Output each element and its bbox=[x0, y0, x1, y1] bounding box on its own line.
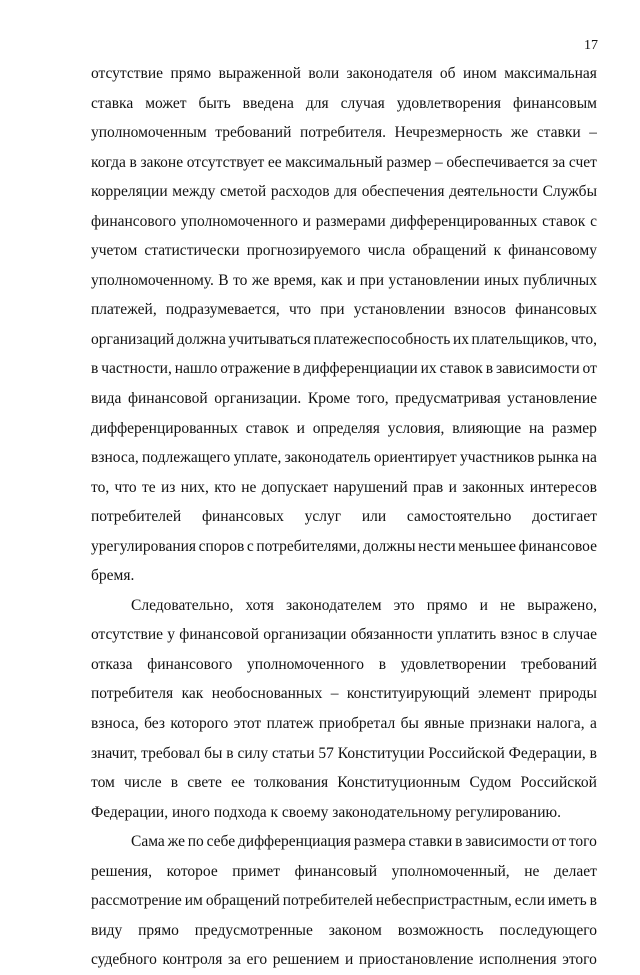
text-word: контроля bbox=[162, 951, 223, 969]
text-word: – bbox=[434, 153, 443, 171]
text-word: и bbox=[479, 596, 488, 614]
text-word: кто bbox=[214, 478, 236, 496]
text-word: делает bbox=[553, 862, 597, 880]
text-word: судебного bbox=[91, 951, 157, 969]
text-word: между bbox=[172, 183, 216, 201]
text-word: услуг bbox=[304, 508, 342, 526]
text-word: те bbox=[141, 478, 156, 496]
text-word: решения, bbox=[91, 862, 153, 880]
text-word: определяя bbox=[312, 419, 380, 437]
text-word: отсутствие bbox=[91, 65, 164, 82]
text-line bbox=[91, 857, 597, 887]
text-word: в bbox=[226, 744, 234, 762]
text-word: в bbox=[589, 744, 597, 762]
text-word: с bbox=[246, 537, 254, 555]
text-word: уплате, bbox=[233, 449, 282, 467]
text-word: Сама bbox=[131, 833, 165, 851]
text-word: если bbox=[514, 892, 545, 910]
text-word: нарушений bbox=[333, 478, 408, 496]
text-word: не bbox=[524, 862, 540, 880]
text-word: влияющие bbox=[452, 419, 522, 437]
text-line bbox=[91, 709, 597, 739]
text-word: уполномоченного bbox=[247, 655, 365, 673]
text-word: законных bbox=[462, 478, 525, 496]
text-line bbox=[91, 679, 597, 709]
text-word: уполномоченному. bbox=[91, 271, 214, 289]
text-word: для bbox=[334, 183, 358, 201]
text-word: Конституционным bbox=[337, 774, 461, 792]
text-word: обязанности bbox=[350, 626, 433, 644]
text-word: признаки bbox=[469, 715, 532, 733]
text-word: для bbox=[305, 94, 329, 112]
text-word: 57 bbox=[318, 744, 334, 762]
text-word: а bbox=[589, 715, 597, 733]
text-word: же bbox=[167, 833, 185, 851]
text-word: уполномоченный, bbox=[391, 862, 510, 880]
text-word: обращений bbox=[412, 242, 487, 260]
text-word: платежеспособность bbox=[313, 330, 451, 348]
text-word: то, bbox=[91, 478, 110, 496]
text-word: в bbox=[541, 626, 549, 644]
text-word: уплатить bbox=[437, 626, 497, 644]
text-word: за bbox=[552, 153, 566, 171]
text-word: финансового bbox=[147, 655, 233, 673]
text-word: взносов bbox=[454, 301, 506, 319]
text-word: потребителя bbox=[91, 685, 174, 703]
text-word: этот bbox=[233, 715, 262, 733]
text-word: обращений bbox=[205, 892, 280, 910]
text-line bbox=[91, 443, 597, 473]
text-word: споров bbox=[198, 537, 245, 555]
text-word: ставок bbox=[439, 360, 483, 378]
text-word: потребителей bbox=[91, 508, 182, 526]
text-word: финансовых bbox=[201, 508, 284, 526]
text-word: дифференциация bbox=[237, 833, 352, 851]
text-word: на bbox=[528, 419, 545, 437]
text-word: их bbox=[452, 330, 469, 348]
text-word: ее bbox=[267, 153, 282, 171]
text-word: ставки bbox=[408, 833, 453, 851]
text-word: конституирующий bbox=[346, 685, 470, 703]
text-line bbox=[91, 650, 597, 680]
text-word: прямо bbox=[170, 65, 212, 82]
text-word: возможность bbox=[397, 921, 484, 939]
text-word: сметой bbox=[220, 183, 267, 201]
text-word: ставок bbox=[245, 419, 289, 437]
text-word: ориентирует bbox=[373, 449, 457, 467]
text-word: уполномоченного bbox=[180, 212, 298, 230]
text-word: явные bbox=[424, 715, 465, 733]
text-line bbox=[91, 768, 597, 798]
text-line bbox=[91, 89, 597, 119]
text-word: того bbox=[568, 833, 597, 851]
text-word: взноса, bbox=[91, 449, 139, 467]
text-word: в bbox=[170, 774, 179, 792]
text-word: ее bbox=[231, 774, 245, 792]
text-word: когда bbox=[91, 153, 126, 171]
text-word: это bbox=[393, 596, 415, 614]
text-word: случая bbox=[340, 94, 385, 112]
text-word: размера bbox=[353, 833, 406, 851]
text-word: Службы bbox=[542, 183, 597, 201]
text-word: предусматривая bbox=[395, 390, 501, 408]
text-word: в bbox=[455, 833, 463, 851]
text-word: должны bbox=[363, 537, 416, 555]
text-word: платеж bbox=[266, 715, 314, 733]
text-word: что, bbox=[571, 330, 597, 348]
text-word: значит, bbox=[91, 744, 138, 762]
text-word: им bbox=[184, 892, 203, 910]
text-word: подразумевается, bbox=[165, 301, 280, 319]
text-word: уполномоченным bbox=[91, 124, 207, 142]
text-line bbox=[91, 414, 597, 444]
text-line bbox=[91, 473, 597, 503]
text-word: приостановление bbox=[358, 951, 474, 969]
text-word: в bbox=[485, 360, 494, 378]
text-word: силу bbox=[237, 744, 269, 762]
text-word: том bbox=[91, 774, 115, 792]
text-line bbox=[91, 384, 597, 414]
text-word: удовлетворения bbox=[396, 94, 501, 112]
text-word: рассмотрение bbox=[91, 892, 182, 910]
text-word: законе bbox=[140, 153, 184, 171]
text-word: в bbox=[129, 153, 137, 171]
text-line bbox=[91, 295, 597, 325]
text-word: же bbox=[251, 271, 270, 289]
text-word: платежей, bbox=[91, 301, 157, 319]
text-line bbox=[91, 886, 597, 916]
text-word: бы bbox=[204, 744, 223, 762]
text-word: последующего bbox=[499, 921, 597, 939]
text-word: счет bbox=[568, 153, 597, 171]
text-word: примет bbox=[232, 862, 281, 880]
text-word: дифференциации bbox=[303, 360, 418, 378]
text-line bbox=[91, 118, 597, 148]
text-word: или bbox=[361, 508, 387, 526]
text-word: статистически bbox=[144, 242, 240, 260]
text-line bbox=[91, 207, 597, 237]
text-word: участников bbox=[460, 449, 535, 467]
text-word: требований bbox=[215, 124, 292, 142]
text-word: размерами bbox=[315, 212, 386, 230]
text-word: удовлетворении bbox=[400, 655, 507, 673]
text-line bbox=[91, 916, 597, 946]
text-word: взнос bbox=[500, 626, 538, 644]
text-word: учитываться bbox=[228, 330, 311, 348]
text-word: максимальная bbox=[504, 65, 597, 82]
text-word: отсутствует bbox=[186, 153, 265, 171]
text-word: на bbox=[581, 449, 597, 467]
text-line: Федерации, иного подхода к своему законодательному регулированию. bbox=[91, 803, 561, 821]
text-word: и bbox=[302, 212, 311, 230]
text-word: условия, bbox=[387, 419, 445, 437]
text-word: приобретал bbox=[318, 715, 396, 733]
text-word: решением bbox=[272, 951, 340, 969]
text-word: обеспечения bbox=[361, 183, 445, 201]
text-word: меньшее bbox=[458, 537, 516, 555]
text-word: и bbox=[296, 419, 305, 437]
text-word: что bbox=[288, 301, 312, 319]
text-word: хотя bbox=[245, 596, 274, 614]
text-word: за bbox=[227, 951, 241, 969]
text-word: установлении bbox=[388, 271, 480, 289]
document-body bbox=[91, 59, 597, 975]
text-word: его bbox=[246, 951, 268, 969]
text-word: размер bbox=[551, 419, 597, 437]
text-word: не bbox=[241, 478, 257, 496]
text-word: потребителей bbox=[282, 892, 373, 910]
text-word: в bbox=[293, 360, 301, 378]
text-word: числа bbox=[367, 242, 406, 260]
text-word: подлежащего bbox=[142, 449, 231, 467]
text-word: толкования bbox=[254, 774, 329, 792]
text-line bbox=[91, 620, 597, 650]
text-word: из bbox=[160, 478, 176, 496]
text-word: этого bbox=[562, 951, 597, 969]
text-word: Нечрезмерность bbox=[394, 124, 503, 142]
text-word: финансовых bbox=[515, 301, 597, 319]
text-word: финансовому bbox=[508, 242, 597, 260]
text-word: финансовым bbox=[512, 94, 597, 112]
text-word: зависимости bbox=[495, 360, 580, 378]
text-word: которое bbox=[166, 862, 218, 880]
text-line bbox=[91, 148, 597, 178]
text-word: числе bbox=[124, 774, 162, 792]
text-word: прямо bbox=[426, 596, 468, 614]
text-word: плательщиков, bbox=[471, 330, 569, 348]
text-word: финансовый bbox=[294, 862, 378, 880]
page-number: 17 bbox=[584, 38, 598, 53]
text-word: организации. bbox=[214, 390, 302, 408]
text-word: потребителями, bbox=[256, 537, 361, 555]
text-word: расходов bbox=[270, 183, 330, 201]
text-word: достигает bbox=[532, 508, 597, 526]
text-line bbox=[91, 591, 597, 621]
text-word: законодатель bbox=[284, 449, 371, 467]
text-line bbox=[91, 266, 597, 296]
text-word: нашло bbox=[174, 360, 218, 378]
text-word: – bbox=[330, 685, 339, 703]
text-word: – bbox=[589, 124, 597, 142]
text-word: Кроме bbox=[307, 390, 351, 408]
text-word: урегулирования bbox=[91, 537, 197, 555]
text-word: допускает bbox=[261, 478, 329, 496]
text-word: небеспристрастным, bbox=[375, 892, 512, 910]
text-word: них, bbox=[180, 478, 209, 496]
text-word: установлении bbox=[353, 301, 445, 319]
text-line bbox=[91, 325, 597, 355]
text-line: бремя. bbox=[91, 567, 135, 585]
text-word: зависимости bbox=[465, 833, 549, 851]
text-word: свете bbox=[187, 774, 222, 792]
text-word: от bbox=[582, 360, 597, 378]
text-word: корреляции bbox=[91, 183, 168, 201]
text-word: при bbox=[320, 301, 345, 319]
text-word: отказа bbox=[91, 655, 133, 673]
text-word: в bbox=[91, 360, 99, 378]
text-word: ставок bbox=[542, 212, 586, 230]
text-word: финансовой bbox=[179, 626, 259, 644]
text-word: Конституции bbox=[337, 744, 425, 762]
text-word: элемент bbox=[478, 685, 531, 703]
text-word: воли bbox=[308, 65, 340, 82]
text-word: того, bbox=[356, 390, 389, 408]
text-word: которого bbox=[170, 715, 229, 733]
text-word: случае bbox=[553, 626, 597, 644]
text-word: об bbox=[439, 65, 456, 82]
text-word: в bbox=[589, 892, 597, 910]
text-word: исполнения bbox=[478, 951, 557, 969]
text-word: интересов bbox=[529, 478, 597, 496]
text-word: взноса, bbox=[91, 715, 139, 733]
text-word: что bbox=[114, 478, 137, 496]
text-line bbox=[91, 354, 597, 384]
text-word: финансовое bbox=[518, 537, 597, 555]
text-word: вида bbox=[91, 390, 122, 408]
text-word: и bbox=[347, 271, 356, 289]
text-word: размер bbox=[386, 153, 432, 171]
text-word: Российской bbox=[428, 744, 505, 762]
text-word: организации bbox=[263, 626, 347, 644]
text-word: законом bbox=[328, 921, 382, 939]
text-line bbox=[91, 502, 597, 532]
text-word: прямо bbox=[138, 921, 179, 939]
text-word: иметь bbox=[547, 892, 587, 910]
text-word: потребителя. bbox=[299, 124, 386, 142]
text-line bbox=[91, 177, 597, 207]
text-line bbox=[91, 236, 597, 266]
text-word: ставка bbox=[91, 94, 134, 112]
text-word: иных bbox=[484, 271, 519, 289]
text-word: бы bbox=[400, 715, 419, 733]
text-word: при bbox=[359, 271, 385, 289]
text-word: Судом bbox=[469, 774, 512, 792]
text-word: себе bbox=[206, 833, 236, 851]
text-word: необоснованных bbox=[211, 685, 323, 703]
text-word: без bbox=[144, 715, 165, 733]
text-line bbox=[91, 739, 597, 769]
text-line bbox=[91, 945, 597, 975]
text-word: прав bbox=[412, 478, 444, 496]
text-word: В bbox=[218, 271, 229, 289]
text-word: время, bbox=[273, 271, 317, 289]
text-word: виду bbox=[91, 921, 123, 939]
text-word: природы bbox=[539, 685, 597, 703]
text-word: самостоятельно bbox=[406, 508, 512, 526]
text-word: отсутствие bbox=[91, 626, 164, 644]
text-word: может bbox=[145, 94, 187, 112]
text-word: законодателя bbox=[346, 65, 433, 82]
text-word: и bbox=[448, 478, 457, 496]
text-word: дифференцированных bbox=[390, 212, 538, 230]
text-word: частности, bbox=[101, 360, 172, 378]
text-word: Федерации, bbox=[508, 744, 586, 762]
text-word: от bbox=[551, 833, 567, 851]
text-word: отражение bbox=[220, 360, 291, 378]
text-word: предусмотренные bbox=[194, 921, 313, 939]
text-word: публичных bbox=[523, 271, 597, 289]
text-word: учетом bbox=[91, 242, 138, 260]
text-word: ином bbox=[462, 65, 497, 82]
text-word: то bbox=[233, 271, 248, 289]
text-word: рынка bbox=[537, 449, 579, 467]
text-word: деятельности bbox=[449, 183, 538, 201]
text-word: с bbox=[590, 212, 597, 230]
text-word: Следовательно, bbox=[131, 596, 234, 614]
text-word: в bbox=[378, 655, 387, 673]
text-word: к bbox=[493, 242, 502, 260]
text-word: Российской bbox=[520, 774, 597, 792]
text-word: требовал bbox=[141, 744, 201, 762]
text-word: должна bbox=[176, 330, 226, 348]
text-line bbox=[91, 532, 597, 562]
text-word: максимальный bbox=[285, 153, 383, 171]
text-word: прогнозируемого bbox=[246, 242, 361, 260]
text-word: установление bbox=[507, 390, 597, 408]
text-word: статьи bbox=[272, 744, 315, 762]
text-word: не bbox=[499, 596, 516, 614]
text-word: и bbox=[345, 951, 354, 969]
text-word: финансовой bbox=[127, 390, 208, 408]
text-line bbox=[91, 59, 597, 89]
text-word: же bbox=[510, 124, 529, 142]
text-word: по bbox=[187, 833, 204, 851]
text-word: налога, bbox=[536, 715, 585, 733]
text-word: нести bbox=[418, 537, 456, 555]
text-word: финансового bbox=[91, 212, 177, 230]
text-word: как bbox=[320, 271, 343, 289]
text-word: быть bbox=[198, 94, 231, 112]
text-word: дифференцированных bbox=[91, 419, 238, 437]
text-word: требований bbox=[520, 655, 597, 673]
text-word: организаций bbox=[91, 330, 175, 348]
text-word: как bbox=[181, 685, 204, 703]
text-word: их bbox=[420, 360, 437, 378]
text-word: выраженной bbox=[218, 65, 301, 82]
text-word: обеспечивается bbox=[446, 153, 549, 171]
text-line bbox=[91, 827, 597, 857]
text-word: у bbox=[167, 626, 176, 644]
text-word: введена bbox=[242, 94, 294, 112]
text-word: выражено, bbox=[527, 596, 597, 614]
text-word: ставки bbox=[536, 124, 581, 142]
text-word: законодателем bbox=[285, 596, 382, 614]
